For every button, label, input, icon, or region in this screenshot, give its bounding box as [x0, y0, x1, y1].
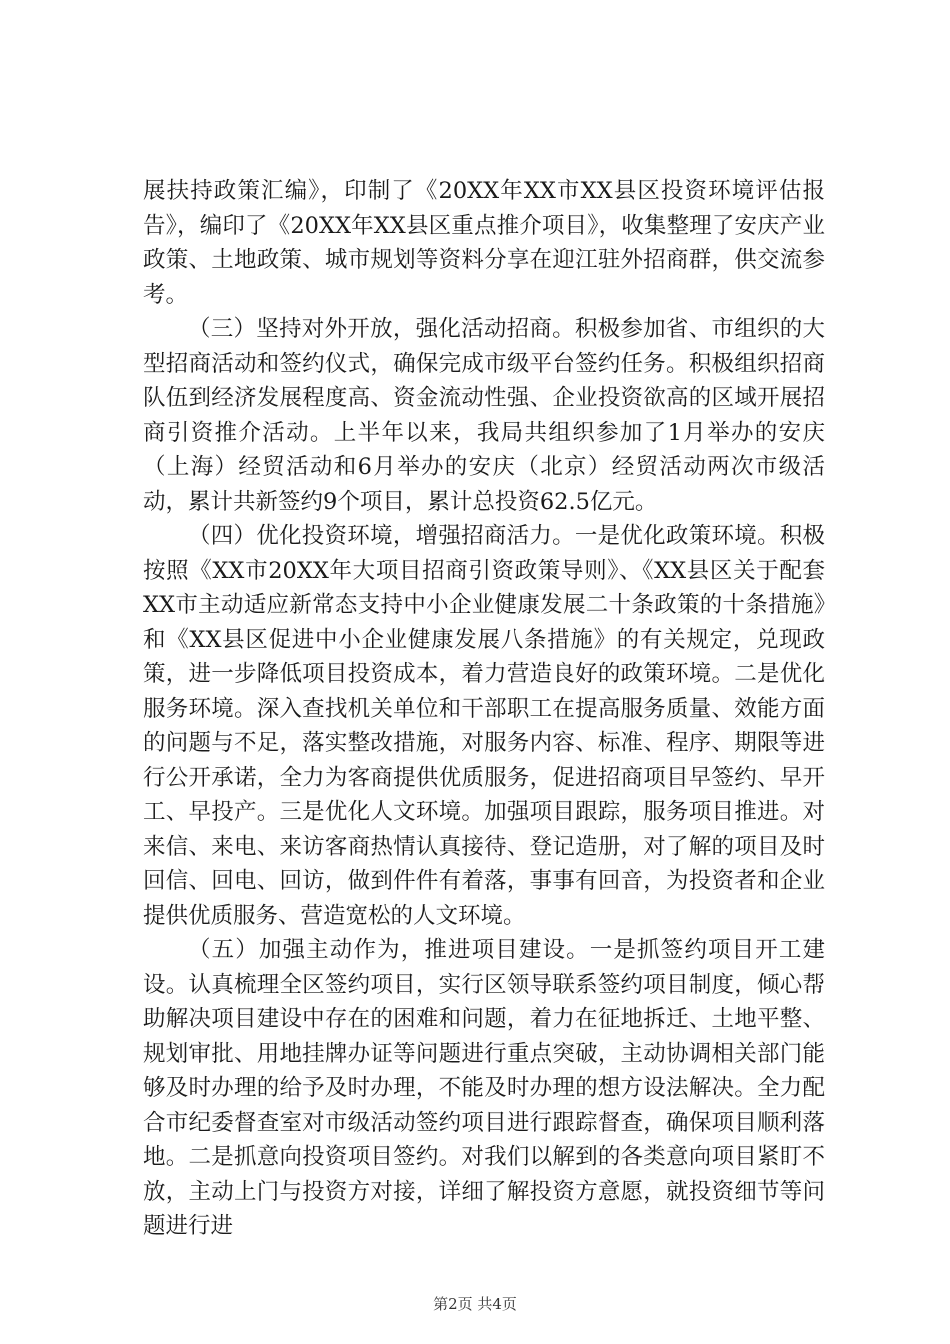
paragraph-section-5: （五）加强主动作为，推进项目建设。一是抓签约项目开工建设。认真梳理全区签约项目，实行区领导联系签约项目制度，倾心帮助解决项目建设中存在的困难和问题，着力在征地拆迁、土地平整、规划审批、用地挂牌办证等问题进行重点突破，主动协调相关部门能够及时办理的给予及时办理，不能及时办理的想方设法解决。全力配合市纪委督查室对市级活动签约项目进行跟踪督查，确保项目顺利落地。二是抓意向投资项目签约。对我们以解到的各类意向项目紧盯不放，主动上门与投资方对接，详细了解投资方意愿，就投资细节等问题进行进 — [143, 937, 825, 1239]
paragraph-section-4: （四）优化投资环境，增强招商活力。一是优化政策环境。积极按照《XX市20XX年大项目招商引资政策导则》、《XX县区关于配套XX市主动适应新常态支持中小企业健康发展二十条政策的十条措施》和《XX县区促进中小企业健康发展八条措施》的有关规定，兑现政策，进一步降低项目投资成本，着力营造良好的政策环境。二是优化服务环境。深入查找机关单位和干部职工在提高服务质量、效能方面的问题与不足，落实整改措施，对服务内容、标准、程序、期限等进行公开承诺，全力为客商提供优质服务，促进招商项目早签约、早开工、早投产。三是优化人文环境。加强项目跟踪，服务项目推进。对来信、来电、来访客商热情认真接待、登记造册，对了解的项目及时回信、回电、回访，做到件件有着落，事事有回音，为投资者和企业提供优质服务、营造宽松的人文环境。 — [143, 523, 825, 929]
paragraph-continuation: 展扶持政策汇编》，印制了《20XX年XX市XX县区投资环境评估报告》，编印了《20XX年XX县区重点推介项目》，收集整理了安庆产业政策、土地政策、城市规划等资料分享在迎江驻外招商群，供交流参考。 — [143, 178, 825, 308]
paragraph-section-3: （三）坚持对外开放，强化活动招商。积极参加省、市组织的大型招商活动和签约仪式，确保完成市级平台签约任务。积极组织招商队伍到经济发展程度高、资金流动性强、企业投资欲高的区域开展招商引资推介活动。上半年以来，我局共组织参加了1月举办的安庆（上海）经贸活动和6月举办的安庆（北京）经贸活动两次市级活动，累计共新签约9个项目，累计总投资62.5亿元。 — [143, 316, 825, 515]
page-number-footer: 第2页 共4页 — [433, 1295, 517, 1313]
document-body — [143, 174, 825, 1244]
